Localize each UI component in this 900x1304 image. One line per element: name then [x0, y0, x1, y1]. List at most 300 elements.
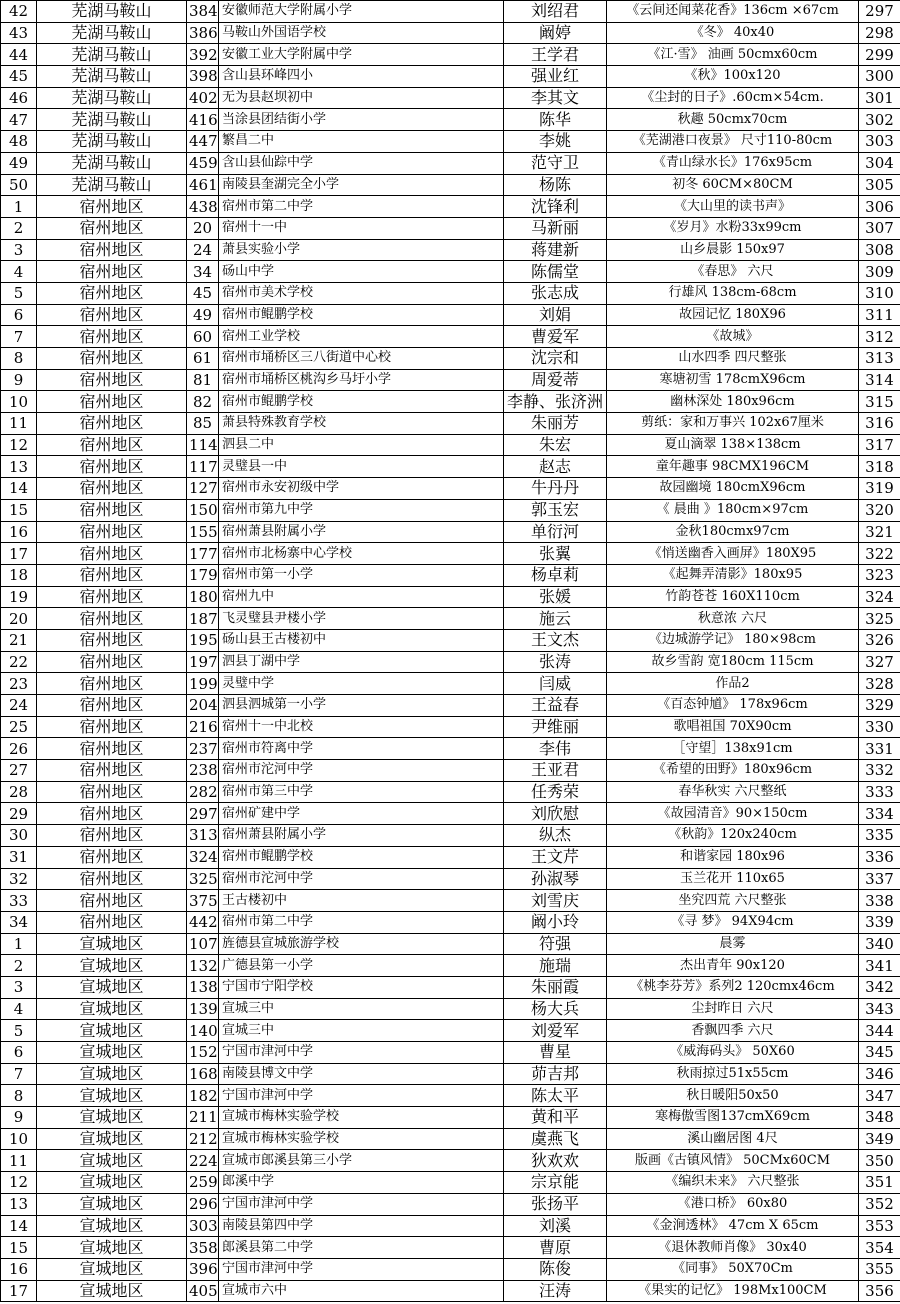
- table-row: [1, 1172, 900, 1194]
- table-row: [1, 1128, 900, 1150]
- entry-id-cell: 392: [187, 44, 219, 66]
- school-cell: 马鞍山外国语学校: [219, 22, 504, 44]
- seq-cell: 13: [1, 1193, 37, 1215]
- entry-id-cell: 182: [187, 1085, 219, 1107]
- school-cell: 宿州市埇桥区三八街道中心校: [219, 348, 504, 370]
- school-cell: 繁昌二中: [219, 131, 504, 153]
- serial-no-cell: 318: [859, 456, 900, 478]
- seq-cell: 44: [1, 44, 37, 66]
- work-title-cell: 故乡雪韵 宽180cm 115cm: [607, 651, 859, 673]
- author-cell: 纵杰: [504, 825, 607, 847]
- seq-cell: 30: [1, 825, 37, 847]
- table-row: [1, 326, 900, 348]
- work-title-cell: 版画《古镇风情》 50CMx60CM: [607, 1150, 859, 1172]
- serial-no-cell: 334: [859, 803, 900, 825]
- seq-cell: 9: [1, 1107, 37, 1129]
- work-title-cell: 秋趣 50cmx70cm: [607, 109, 859, 131]
- table-row: [1, 304, 900, 326]
- region-cell: 宿州地区: [37, 261, 187, 283]
- serial-no-cell: 341: [859, 955, 900, 977]
- entry-id-cell: 155: [187, 521, 219, 543]
- school-cell: 含山县环峰四小: [219, 66, 504, 88]
- school-cell: 宿州矿建中学: [219, 803, 504, 825]
- entry-id-cell: 45: [187, 282, 219, 304]
- region-cell: 宣城地区: [37, 1258, 187, 1280]
- table-row: [1, 282, 900, 304]
- author-cell: 张扬平: [504, 1193, 607, 1215]
- serial-no-cell: 299: [859, 44, 900, 66]
- serial-no-cell: 329: [859, 695, 900, 717]
- seq-cell: 1: [1, 196, 37, 218]
- serial-no-cell: 346: [859, 1063, 900, 1085]
- author-cell: 张涛: [504, 651, 607, 673]
- work-title-cell: 《边城游学记》 180×98cm: [607, 629, 859, 651]
- serial-no-cell: 347: [859, 1085, 900, 1107]
- table-row: [1, 825, 900, 847]
- region-cell: 宿州地区: [37, 781, 187, 803]
- region-cell: 芜湖马鞍山: [37, 1, 187, 23]
- table-row: [1, 413, 900, 435]
- serial-no-cell: 330: [859, 716, 900, 738]
- seq-cell: 10: [1, 391, 37, 413]
- school-cell: 萧县特殊教育学校: [219, 413, 504, 435]
- author-cell: 虞燕飞: [504, 1128, 607, 1150]
- work-title-cell: 《秋》100x120: [607, 66, 859, 88]
- seq-cell: 22: [1, 651, 37, 673]
- work-title-cell: 《寻 梦》 94X94cm: [607, 911, 859, 933]
- table-row: [1, 261, 900, 283]
- seq-cell: 49: [1, 152, 37, 174]
- table-row: [1, 22, 900, 44]
- serial-no-cell: 340: [859, 933, 900, 955]
- school-cell: 宁国市宁阳学校: [219, 976, 504, 998]
- serial-no-cell: 356: [859, 1280, 900, 1302]
- table-row: [1, 478, 900, 500]
- work-title-cell: 《江·雪》 油画 50cmx60cm: [607, 44, 859, 66]
- school-cell: 当涂县团结街小学: [219, 109, 504, 131]
- table-row: [1, 499, 900, 521]
- region-cell: 宣城地区: [37, 1280, 187, 1302]
- serial-no-cell: 312: [859, 326, 900, 348]
- table-row: [1, 586, 900, 608]
- work-title-cell: 坐究四荒 六尺整张: [607, 890, 859, 912]
- school-cell: 宿州市第二中学: [219, 196, 504, 218]
- seq-cell: 17: [1, 543, 37, 565]
- school-cell: 宿州市第三中学: [219, 781, 504, 803]
- table-row: [1, 1215, 900, 1237]
- entry-id-cell: 187: [187, 608, 219, 630]
- region-cell: 宿州地区: [37, 825, 187, 847]
- region-cell: 宣城地区: [37, 1042, 187, 1064]
- work-title-cell: 《云间还闻菜花香》136cm ×67cm: [607, 1, 859, 23]
- author-cell: 孙淑琴: [504, 868, 607, 890]
- table-row: [1, 998, 900, 1020]
- school-cell: 宿州市鲲鹏学校: [219, 846, 504, 868]
- region-cell: 宿州地区: [37, 695, 187, 717]
- school-cell: 郎溪县第二中学: [219, 1237, 504, 1259]
- region-cell: 芜湖马鞍山: [37, 44, 187, 66]
- entry-id-cell: 238: [187, 760, 219, 782]
- work-title-cell: 秋雨掠过51x55cm: [607, 1063, 859, 1085]
- entry-id-cell: 197: [187, 651, 219, 673]
- work-title-cell: 金秋180cmx97cm: [607, 521, 859, 543]
- entry-id-cell: 237: [187, 738, 219, 760]
- seq-cell: 3: [1, 239, 37, 261]
- serial-no-cell: 301: [859, 87, 900, 109]
- region-cell: 宿州地区: [37, 564, 187, 586]
- table-row: [1, 868, 900, 890]
- table-row: [1, 1107, 900, 1129]
- entry-id-cell: 199: [187, 673, 219, 695]
- work-title-cell: 《故城》: [607, 326, 859, 348]
- school-cell: 安徽工业大学附属中学: [219, 44, 504, 66]
- seq-cell: 7: [1, 1063, 37, 1085]
- region-cell: 芜湖马鞍山: [37, 152, 187, 174]
- author-cell: 李伟: [504, 738, 607, 760]
- entry-id-cell: 396: [187, 1258, 219, 1280]
- entry-id-cell: 447: [187, 131, 219, 153]
- school-cell: 宿州市美术学校: [219, 282, 504, 304]
- seq-cell: 2: [1, 955, 37, 977]
- region-cell: 宿州地区: [37, 369, 187, 391]
- seq-cell: 3: [1, 976, 37, 998]
- serial-no-cell: 326: [859, 629, 900, 651]
- seq-cell: 17: [1, 1280, 37, 1302]
- table-row: [1, 890, 900, 912]
- region-cell: 宣城地区: [37, 1150, 187, 1172]
- work-title-cell: 杰出青年 90x120: [607, 955, 859, 977]
- table-row: [1, 1085, 900, 1107]
- serial-no-cell: 335: [859, 825, 900, 847]
- school-cell: 王古楼初中: [219, 890, 504, 912]
- author-cell: 周爱蒂: [504, 369, 607, 391]
- school-cell: 郎溪中学: [219, 1172, 504, 1194]
- school-cell: 宿州萧县附属小学: [219, 825, 504, 847]
- region-cell: 芜湖马鞍山: [37, 22, 187, 44]
- table-row: [1, 543, 900, 565]
- region-cell: 芜湖马鞍山: [37, 174, 187, 196]
- table-row: [1, 760, 900, 782]
- region-cell: 芜湖马鞍山: [37, 87, 187, 109]
- entry-id-cell: 139: [187, 998, 219, 1020]
- serial-no-cell: 310: [859, 282, 900, 304]
- school-cell: 宿州十一中: [219, 217, 504, 239]
- seq-cell: 24: [1, 695, 37, 717]
- serial-no-cell: 307: [859, 217, 900, 239]
- author-cell: 沈宗和: [504, 348, 607, 370]
- region-cell: 宿州地区: [37, 499, 187, 521]
- entry-id-cell: 60: [187, 326, 219, 348]
- region-cell: 宣城地区: [37, 976, 187, 998]
- seq-cell: 25: [1, 716, 37, 738]
- school-cell: 宿州市沱河中学: [219, 760, 504, 782]
- table-row: [1, 716, 900, 738]
- region-cell: 宿州地区: [37, 890, 187, 912]
- region-cell: 宣城地区: [37, 1128, 187, 1150]
- seq-cell: 19: [1, 586, 37, 608]
- serial-no-cell: 353: [859, 1215, 900, 1237]
- entry-id-cell: 168: [187, 1063, 219, 1085]
- work-title-cell: 《秋韵》120x240cm: [607, 825, 859, 847]
- author-cell: 王亚君: [504, 760, 607, 782]
- region-cell: 宿州地区: [37, 217, 187, 239]
- table-body: [1, 1, 900, 1302]
- author-cell: 曹爱军: [504, 326, 607, 348]
- entry-id-cell: 259: [187, 1172, 219, 1194]
- serial-no-cell: 344: [859, 1020, 900, 1042]
- author-cell: 尹维丽: [504, 716, 607, 738]
- table-row: [1, 1193, 900, 1215]
- serial-no-cell: 314: [859, 369, 900, 391]
- region-cell: 宣城地区: [37, 1063, 187, 1085]
- entry-id-cell: 303: [187, 1215, 219, 1237]
- school-cell: 宣城市六中: [219, 1280, 504, 1302]
- entry-id-cell: 117: [187, 456, 219, 478]
- school-cell: 南陵县第四中学: [219, 1215, 504, 1237]
- entry-id-cell: 34: [187, 261, 219, 283]
- school-cell: 安徽师范大学附属小学: [219, 1, 504, 23]
- author-cell: 刘爱军: [504, 1020, 607, 1042]
- region-cell: 宿州地区: [37, 434, 187, 456]
- school-cell: 泗县二中: [219, 434, 504, 456]
- entry-id-cell: 85: [187, 413, 219, 435]
- table-row: [1, 781, 900, 803]
- table-row: [1, 564, 900, 586]
- school-cell: 宁国市津河中学: [219, 1193, 504, 1215]
- school-cell: 南陵县奎湖完全小学: [219, 174, 504, 196]
- table-row: [1, 239, 900, 261]
- work-title-cell: 歌唱祖国 70X90cm: [607, 716, 859, 738]
- serial-no-cell: 350: [859, 1150, 900, 1172]
- work-title-cell: 剪纸：家和万事兴 102x67厘米: [607, 413, 859, 435]
- seq-cell: 46: [1, 87, 37, 109]
- seq-cell: 28: [1, 781, 37, 803]
- table-row: [1, 87, 900, 109]
- author-cell: 李姚: [504, 131, 607, 153]
- entry-id-cell: 216: [187, 716, 219, 738]
- author-cell: 陈太平: [504, 1085, 607, 1107]
- author-cell: 李静、张济洲: [504, 391, 607, 413]
- serial-no-cell: 352: [859, 1193, 900, 1215]
- entry-id-cell: 140: [187, 1020, 219, 1042]
- seq-cell: 10: [1, 1128, 37, 1150]
- work-title-cell: 秋意浓 六尺: [607, 608, 859, 630]
- serial-no-cell: 339: [859, 911, 900, 933]
- work-title-cell: 《百态钟馗》 178x96cm: [607, 695, 859, 717]
- region-cell: 宣城地区: [37, 1085, 187, 1107]
- seq-cell: 15: [1, 499, 37, 521]
- serial-no-cell: 325: [859, 608, 900, 630]
- school-cell: 宿州九中: [219, 586, 504, 608]
- school-cell: 宿州市北杨寨中心学校: [219, 543, 504, 565]
- seq-cell: 27: [1, 760, 37, 782]
- table-row: [1, 695, 900, 717]
- table-row: [1, 608, 900, 630]
- region-cell: 芜湖马鞍山: [37, 66, 187, 88]
- author-cell: 王文杰: [504, 629, 607, 651]
- author-cell: 杨大兵: [504, 998, 607, 1020]
- school-cell: 宣城市郎溪县第三小学: [219, 1150, 504, 1172]
- seq-cell: 4: [1, 261, 37, 283]
- serial-no-cell: 348: [859, 1107, 900, 1129]
- author-cell: 马新丽: [504, 217, 607, 239]
- work-title-cell: 香飘四季 六尺: [607, 1020, 859, 1042]
- author-cell: 李其文: [504, 87, 607, 109]
- author-cell: 赵志: [504, 456, 607, 478]
- work-title-cell: ［守望］138x91cm: [607, 738, 859, 760]
- table-row: [1, 174, 900, 196]
- work-title-cell: 秋日暖阳50x50: [607, 1085, 859, 1107]
- seq-cell: 14: [1, 478, 37, 500]
- seq-cell: 5: [1, 1020, 37, 1042]
- seq-cell: 45: [1, 66, 37, 88]
- region-cell: 宿州地区: [37, 738, 187, 760]
- work-title-cell: 幽林深处 180x96cm: [607, 391, 859, 413]
- table-row: [1, 955, 900, 977]
- region-cell: 宿州地区: [37, 911, 187, 933]
- author-cell: 王文芹: [504, 846, 607, 868]
- school-cell: 萧县实验小学: [219, 239, 504, 261]
- region-cell: 宿州地区: [37, 673, 187, 695]
- author-cell: 单衍河: [504, 521, 607, 543]
- work-title-cell: 《故园清音》90×150cm: [607, 803, 859, 825]
- seq-cell: 15: [1, 1237, 37, 1259]
- entry-id-cell: 195: [187, 629, 219, 651]
- seq-cell: 6: [1, 304, 37, 326]
- entry-id-cell: 107: [187, 933, 219, 955]
- work-title-cell: 《悄送幽香入画屏》180X95: [607, 543, 859, 565]
- author-cell: 强业红: [504, 66, 607, 88]
- school-cell: 灵璧县一中: [219, 456, 504, 478]
- seq-cell: 43: [1, 22, 37, 44]
- work-title-cell: 《希望的田野》180x96cm: [607, 760, 859, 782]
- serial-no-cell: 320: [859, 499, 900, 521]
- author-cell: 闫威: [504, 673, 607, 695]
- entry-id-cell: 461: [187, 174, 219, 196]
- author-cell: 张媛: [504, 586, 607, 608]
- entry-id-cell: 402: [187, 87, 219, 109]
- seq-cell: 8: [1, 1085, 37, 1107]
- entry-id-cell: 324: [187, 846, 219, 868]
- serial-no-cell: 324: [859, 586, 900, 608]
- seq-cell: 14: [1, 1215, 37, 1237]
- school-cell: 广德县第一小学: [219, 955, 504, 977]
- region-cell: 宿州地区: [37, 651, 187, 673]
- work-title-cell: 《 晨曲 》180cm×97cm: [607, 499, 859, 521]
- school-cell: 宿州市第一小学: [219, 564, 504, 586]
- author-cell: 宗京能: [504, 1172, 607, 1194]
- table-row: [1, 1042, 900, 1064]
- table-row: [1, 629, 900, 651]
- seq-cell: 4: [1, 998, 37, 1020]
- region-cell: 宿州地区: [37, 586, 187, 608]
- entry-id-cell: 180: [187, 586, 219, 608]
- serial-no-cell: 332: [859, 760, 900, 782]
- work-title-cell: 《编织未来》 六尺整张: [607, 1172, 859, 1194]
- author-cell: 刘雪庆: [504, 890, 607, 912]
- region-cell: 宿州地区: [37, 846, 187, 868]
- region-cell: 宣城地区: [37, 1215, 187, 1237]
- author-cell: 茆吉邦: [504, 1063, 607, 1085]
- serial-no-cell: 316: [859, 413, 900, 435]
- seq-cell: 8: [1, 348, 37, 370]
- serial-no-cell: 311: [859, 304, 900, 326]
- seq-cell: 31: [1, 846, 37, 868]
- serial-no-cell: 345: [859, 1042, 900, 1064]
- serial-no-cell: 328: [859, 673, 900, 695]
- work-title-cell: 《威海码头》 50X60: [607, 1042, 859, 1064]
- table-row: [1, 434, 900, 456]
- author-cell: 杨陈: [504, 174, 607, 196]
- table-row: [1, 933, 900, 955]
- entry-id-cell: 296: [187, 1193, 219, 1215]
- author-cell: 杨卓莉: [504, 564, 607, 586]
- author-cell: 陈华: [504, 109, 607, 131]
- region-cell: 宿州地区: [37, 803, 187, 825]
- serial-no-cell: 355: [859, 1258, 900, 1280]
- serial-no-cell: 333: [859, 781, 900, 803]
- table-row: [1, 651, 900, 673]
- school-cell: 宣城三中: [219, 1020, 504, 1042]
- serial-no-cell: 308: [859, 239, 900, 261]
- author-cell: 符强: [504, 933, 607, 955]
- seq-cell: 5: [1, 282, 37, 304]
- serial-no-cell: 337: [859, 868, 900, 890]
- seq-cell: 12: [1, 1172, 37, 1194]
- author-cell: 黄和平: [504, 1107, 607, 1129]
- entry-id-cell: 212: [187, 1128, 219, 1150]
- school-cell: 泗县丁湖中学: [219, 651, 504, 673]
- seq-cell: 47: [1, 109, 37, 131]
- serial-no-cell: 319: [859, 478, 900, 500]
- school-cell: 宿州工业学校: [219, 326, 504, 348]
- seq-cell: 12: [1, 434, 37, 456]
- table-row: [1, 911, 900, 933]
- work-title-cell: 《港口桥》 60x80: [607, 1193, 859, 1215]
- table-row: [1, 369, 900, 391]
- seq-cell: 11: [1, 413, 37, 435]
- entry-id-cell: 384: [187, 1, 219, 23]
- serial-no-cell: 317: [859, 434, 900, 456]
- entry-id-cell: 132: [187, 955, 219, 977]
- author-cell: 牛丹丹: [504, 478, 607, 500]
- work-title-cell: 故园幽境 180cmX96cm: [607, 478, 859, 500]
- region-cell: 宿州地区: [37, 478, 187, 500]
- region-cell: 宣城地区: [37, 955, 187, 977]
- entry-id-cell: 459: [187, 152, 219, 174]
- work-title-cell: 作品2: [607, 673, 859, 695]
- region-cell: 芜湖马鞍山: [37, 109, 187, 131]
- author-cell: 陈俊: [504, 1258, 607, 1280]
- work-title-cell: 和谐家园 180x96: [607, 846, 859, 868]
- entry-id-cell: 81: [187, 369, 219, 391]
- serial-no-cell: 315: [859, 391, 900, 413]
- seq-cell: 13: [1, 456, 37, 478]
- serial-no-cell: 323: [859, 564, 900, 586]
- table-row: [1, 1020, 900, 1042]
- seq-cell: 7: [1, 326, 37, 348]
- table-row: [1, 348, 900, 370]
- entry-id-cell: 61: [187, 348, 219, 370]
- seq-cell: 2: [1, 217, 37, 239]
- region-cell: 宣城地区: [37, 933, 187, 955]
- table-row: [1, 673, 900, 695]
- work-title-cell: 《冬》 40x40: [607, 22, 859, 44]
- author-cell: 阚婷: [504, 22, 607, 44]
- author-cell: 范守卫: [504, 152, 607, 174]
- author-cell: 狄欢欢: [504, 1150, 607, 1172]
- serial-no-cell: 298: [859, 22, 900, 44]
